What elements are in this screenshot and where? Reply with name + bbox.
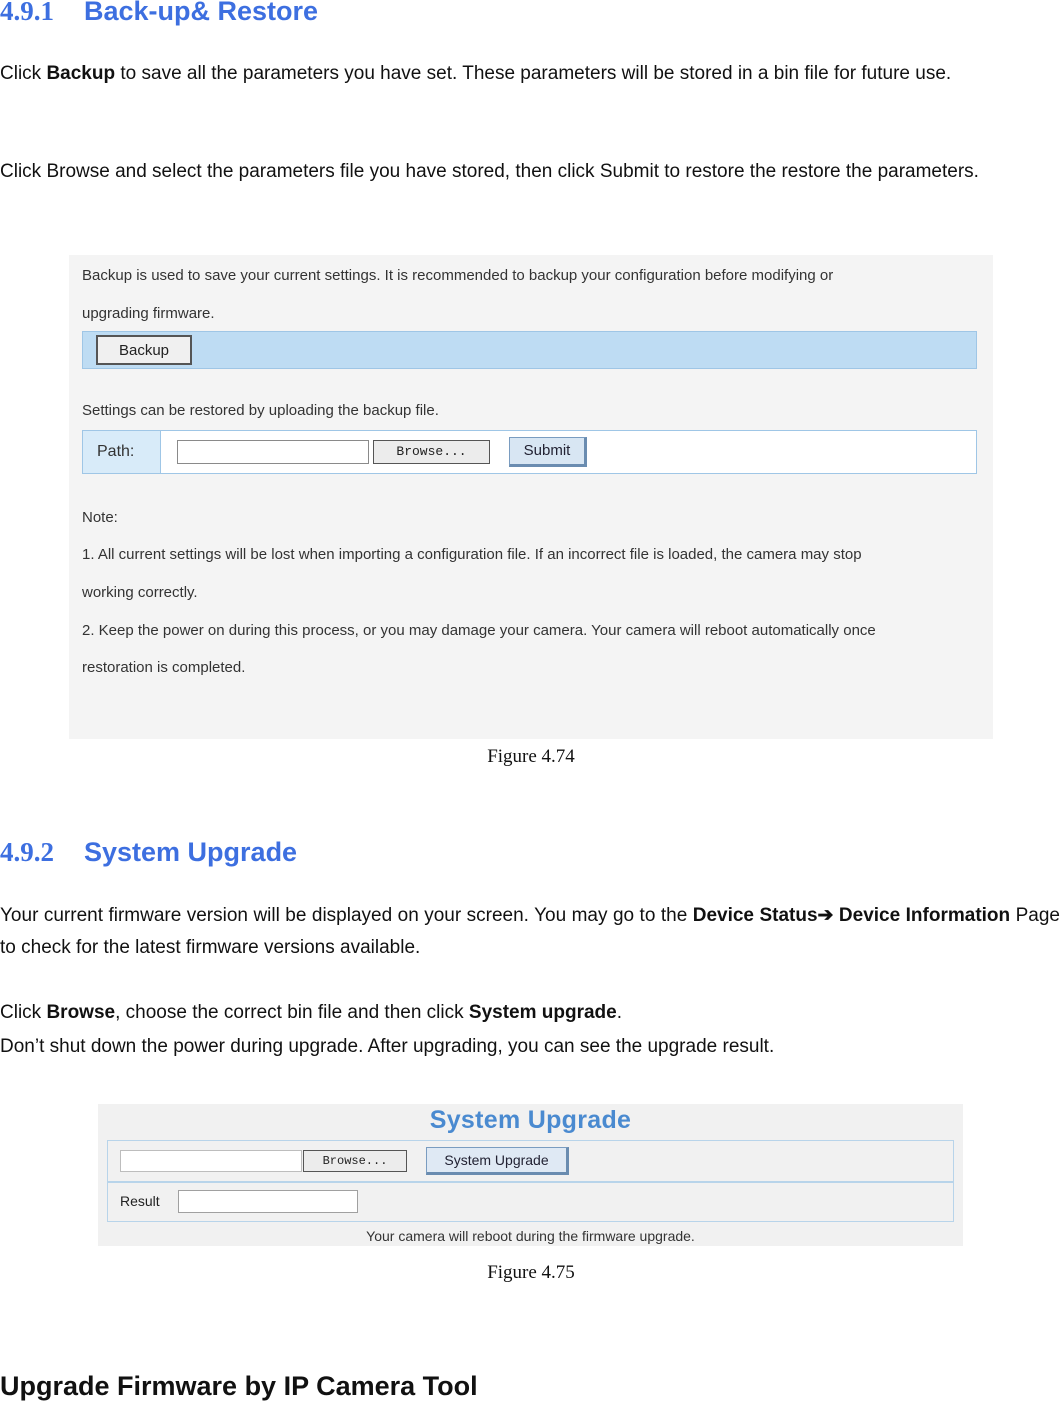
upgrade-file-row xyxy=(107,1140,954,1182)
figure-caption-4-75: Figure 4.75 xyxy=(487,1262,575,1283)
text-run: Click xyxy=(0,1002,47,1023)
submit-button[interactable]: Submit xyxy=(509,437,587,467)
section-title: System Upgrade xyxy=(84,837,298,867)
bold-device-status: Device Status xyxy=(692,905,818,926)
section-heading-system-upgrade xyxy=(0,837,297,868)
system-upgrade-title: System Upgrade xyxy=(429,1106,632,1134)
section-number: 4.9.2 xyxy=(0,837,54,867)
section-title: Back-up& Restore xyxy=(84,0,319,26)
note1-line2: working correctly. xyxy=(82,584,198,601)
note2-line1: 2. Keep the power on during this process, or you may damage your camera. Your camera will reboot automatically once xyxy=(82,622,876,639)
text-run: Your current firmware version will be displayed on your screen. You may go to the xyxy=(0,905,693,926)
figure-caption-4-74: Figure 4.74 xyxy=(487,746,575,767)
note2-line2: restoration is completed. xyxy=(82,659,246,676)
path-input[interactable] xyxy=(177,440,369,464)
path-row xyxy=(82,430,977,474)
system-upgrade-screenshot xyxy=(98,1104,963,1246)
upgrade-instruction xyxy=(0,997,1060,1029)
restore-instruction: Settings can be restored by uploading the backup file. xyxy=(82,402,439,419)
text-run: . xyxy=(616,1002,623,1023)
arrow-right-icon: ➔ xyxy=(817,905,834,926)
backup-bar xyxy=(82,331,977,369)
power-warning: Don’t shut down the power during upgrade. After upgrading, you can see the upgrade result. xyxy=(0,1036,775,1057)
bold-browse: Browse xyxy=(46,1002,116,1023)
backup-intro-line1: Backup is used to save your current settings. It is recommended to backup your configuration before modifying or xyxy=(82,267,834,284)
restore-paragraph: Click Browse and select the parameters file you have stored, then click Submit to restore the restore the parameters. xyxy=(0,161,979,182)
path-label: Path: xyxy=(83,431,161,473)
bold-system-upgrade: System upgrade xyxy=(468,1002,617,1023)
upgrade-file-input[interactable] xyxy=(120,1150,302,1172)
bold-device-information: Device Information xyxy=(833,905,1011,926)
browse-button[interactable]: Browse... xyxy=(373,440,490,464)
backup-paragraph xyxy=(0,58,1060,90)
text-run: to save all the parameters you have set. These parameters will be stored in a bin file for future use. xyxy=(115,63,952,84)
section-heading-backup-restore xyxy=(0,0,318,27)
note-title: Note: xyxy=(82,509,118,526)
text-run: Page to check for the latest firmware versions available. xyxy=(0,905,1060,958)
backup-button[interactable]: Backup xyxy=(96,335,192,365)
system-upgrade-button[interactable]: System Upgrade xyxy=(426,1147,569,1175)
text-run: , choose the correct bin file and then click xyxy=(115,1002,469,1023)
firmware-paragraph xyxy=(0,900,1060,964)
result-label: Result xyxy=(120,1193,160,1209)
result-row xyxy=(107,1182,954,1222)
section-number: 4.9.1 xyxy=(0,0,54,26)
heading-upgrade-firmware-tool: Upgrade Firmware by IP Camera Tool xyxy=(0,1371,478,1401)
bold-backup: Backup xyxy=(46,63,116,84)
upgrade-browse-button[interactable]: Browse... xyxy=(303,1150,407,1172)
note1-line1: 1. All current settings will be lost when importing a configuration file. If an incorrect file is loaded, the camera may stop xyxy=(82,546,862,563)
backup-intro-line2: upgrading firmware. xyxy=(82,305,215,322)
reboot-note: Your camera will reboot during the firmware upgrade. xyxy=(366,1228,695,1244)
text-run: Click xyxy=(0,63,47,84)
backup-restore-screenshot xyxy=(69,255,993,739)
result-field xyxy=(178,1190,358,1213)
